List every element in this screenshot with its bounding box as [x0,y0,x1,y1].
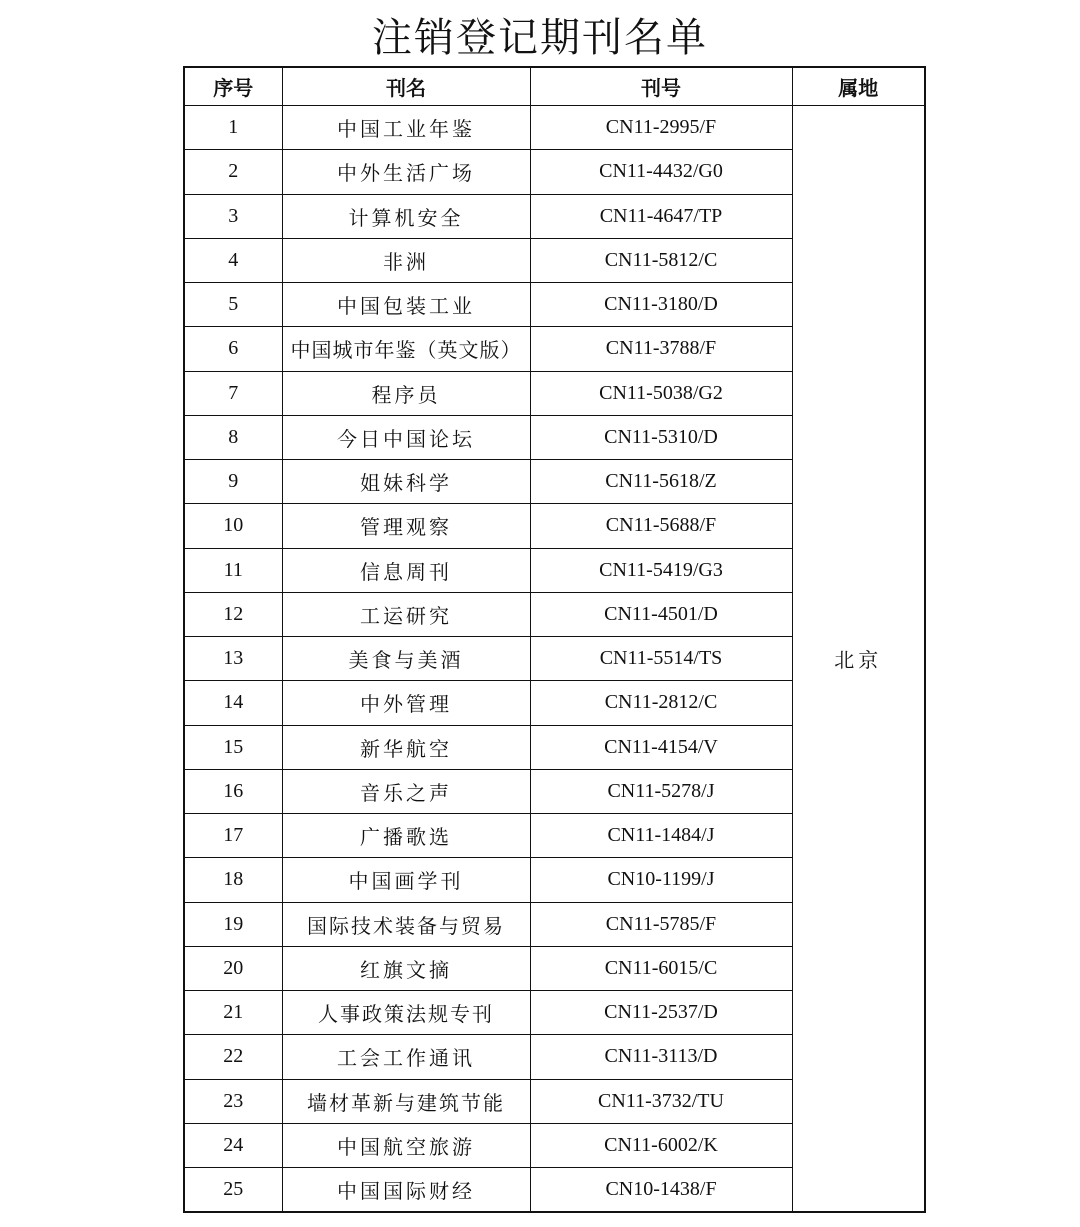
row-name: 计算机安全 [282,194,530,238]
row-seq: 1 [184,106,282,150]
row-name: 程序员 [282,371,530,415]
table-body [184,106,925,1213]
row-name: 美食与美酒 [282,637,530,681]
row-seq: 3 [184,194,282,238]
row-code: CN11-6015/C [530,946,792,990]
row-code: CN10-1438/F [530,1168,792,1213]
row-code: CN11-6002/K [530,1123,792,1167]
row-seq: 12 [184,592,282,636]
row-name: 工运研究 [282,592,530,636]
row-code: CN11-3788/F [530,327,792,371]
row-name: 中国国际财经 [282,1168,530,1213]
row-seq: 23 [184,1079,282,1123]
region-cell: 北京 [792,106,925,1213]
row-name: 信息周刊 [282,548,530,592]
row-name: 新华航空 [282,725,530,769]
row-code: CN11-3732/TU [530,1079,792,1123]
table-row [184,106,925,150]
row-name: 广播歌选 [282,814,530,858]
row-seq: 7 [184,371,282,415]
row-seq: 21 [184,991,282,1035]
row-name: 中外生活广场 [282,150,530,194]
row-seq: 13 [184,637,282,681]
row-seq: 20 [184,946,282,990]
row-seq: 8 [184,415,282,459]
row-seq: 6 [184,327,282,371]
row-code: CN11-3113/D [530,1035,792,1079]
row-seq: 2 [184,150,282,194]
row-code: CN11-4647/TP [530,194,792,238]
row-name: 中国工业年鉴 [282,106,530,150]
row-code: CN11-5310/D [530,415,792,459]
row-name: 红旗文摘 [282,946,530,990]
row-code: CN11-5688/F [530,504,792,548]
row-name: 管理观察 [282,504,530,548]
row-seq: 15 [184,725,282,769]
row-code: CN11-5038/G2 [530,371,792,415]
row-code: CN11-5812/C [530,238,792,282]
row-name: 今日中国论坛 [282,415,530,459]
row-code: CN11-5785/F [530,902,792,946]
row-code: CN11-4154/V [530,725,792,769]
row-code: CN11-5618/Z [530,460,792,504]
row-name: 中国画学刊 [282,858,530,902]
header-code: 刊号 [530,67,792,106]
row-seq: 17 [184,814,282,858]
row-code: CN10-1199/J [530,858,792,902]
journal-cancellation-table [183,66,926,1213]
row-seq: 24 [184,1123,282,1167]
row-name: 工会工作通讯 [282,1035,530,1079]
row-code: CN11-5419/G3 [530,548,792,592]
page-title: 注销登记期刊名单 [372,15,708,61]
row-seq: 11 [184,548,282,592]
row-name: 墙材革新与建筑节能 [282,1079,530,1123]
row-name: 中外管理 [282,681,530,725]
row-code: CN11-1484/J [530,814,792,858]
table-header-row [184,67,925,106]
row-seq: 22 [184,1035,282,1079]
row-seq: 10 [184,504,282,548]
row-code: CN11-5278/J [530,769,792,813]
row-seq: 9 [184,460,282,504]
row-code: CN11-5514/TS [530,637,792,681]
header-seq: 序号 [184,67,282,106]
row-name: 中国包装工业 [282,283,530,327]
row-seq: 16 [184,769,282,813]
row-seq: 25 [184,1168,282,1213]
row-seq: 5 [184,283,282,327]
row-name: 非洲 [282,238,530,282]
header-region: 属地 [792,67,925,106]
row-name: 人事政策法规专刊 [282,991,530,1035]
row-seq: 19 [184,902,282,946]
row-name: 姐妹科学 [282,460,530,504]
row-seq: 18 [184,858,282,902]
row-seq: 14 [184,681,282,725]
header-name: 刊名 [282,67,530,106]
row-name: 国际技术装备与贸易 [282,902,530,946]
row-name: 中国航空旅游 [282,1123,530,1167]
row-code: CN11-2537/D [530,991,792,1035]
row-code: CN11-3180/D [530,283,792,327]
row-code: CN11-4432/G0 [530,150,792,194]
row-name: 中国城市年鉴（英文版） [282,327,530,371]
row-code: CN11-2995/F [530,106,792,150]
row-name: 音乐之声 [282,769,530,813]
row-code: CN11-2812/C [530,681,792,725]
row-seq: 4 [184,238,282,282]
row-code: CN11-4501/D [530,592,792,636]
